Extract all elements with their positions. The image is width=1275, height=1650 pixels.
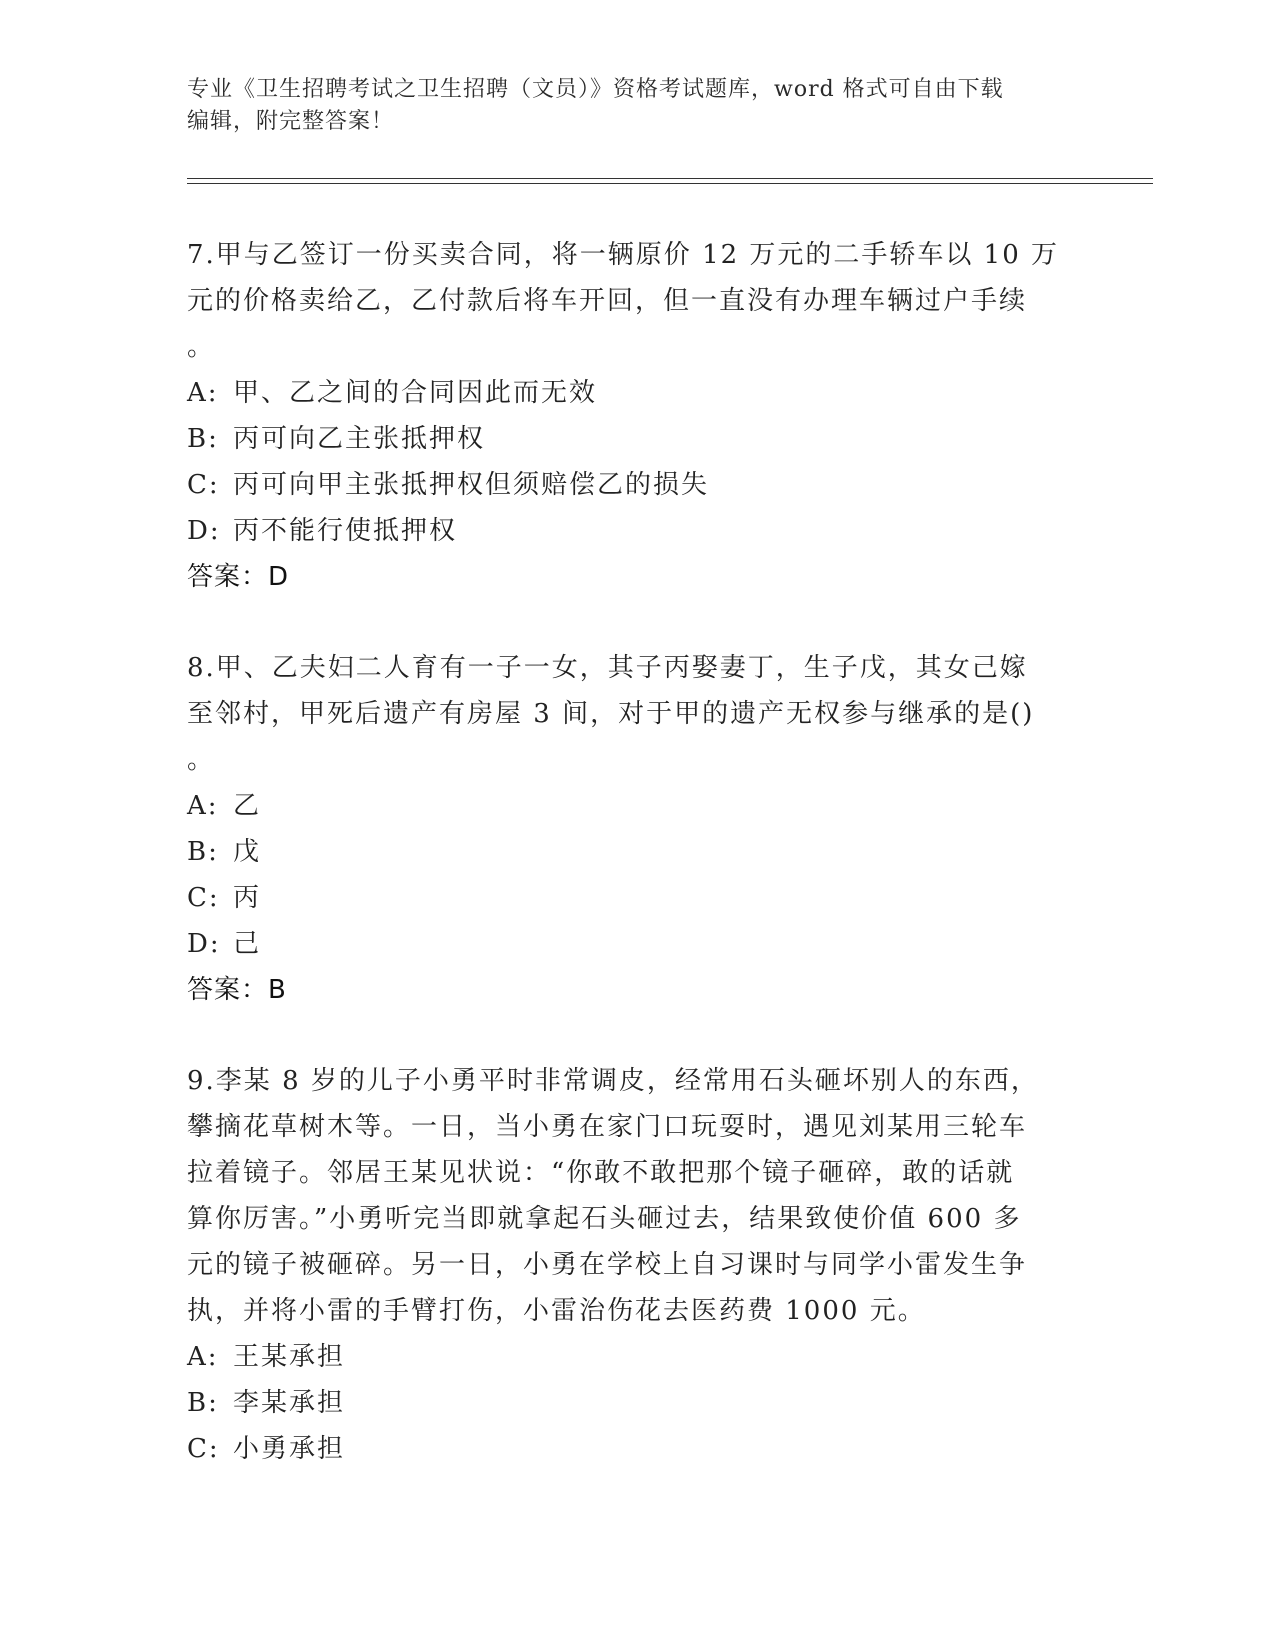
option-key: C: xyxy=(187,883,220,913)
option-d xyxy=(187,508,1067,554)
question-7 xyxy=(187,232,1067,600)
option-key: A: xyxy=(187,378,219,408)
option-text: 小勇承担 xyxy=(233,1434,346,1464)
option-c xyxy=(187,875,1067,921)
option-text: 丙 xyxy=(233,883,262,913)
option-key: B: xyxy=(187,1388,219,1418)
question-8 xyxy=(187,645,1067,1013)
header-divider-top xyxy=(187,178,1153,179)
answer-label: 答案：B xyxy=(187,975,287,1005)
question-stem xyxy=(187,1058,1067,1334)
question-stem-line: 元的镜子被砸碎。另一日，小勇在学校上自习课时与同学小雷发生争 xyxy=(187,1250,1028,1280)
option-a xyxy=(187,1334,1067,1380)
question-stem-line: 9.李某 8 岁的儿子小勇平时非常调皮，经常用石头砸坏别人的东西， xyxy=(187,1066,1039,1096)
option-text: 甲、乙之间的合同因此而无效 xyxy=(233,378,598,408)
option-text: 李某承担 xyxy=(233,1388,346,1418)
option-text: 乙 xyxy=(233,791,262,821)
option-key: D: xyxy=(187,516,221,546)
question-stem xyxy=(187,645,1067,783)
question-stem-line: 。 xyxy=(187,745,216,775)
question-stem-line: 元的价格卖给乙，乙付款后将车开回，但一直没有办理车辆过户手续 xyxy=(187,286,1028,316)
option-d xyxy=(187,921,1067,967)
header-divider-bottom xyxy=(187,183,1153,184)
question-stem-line: 攀摘花草树木等。一日，当小勇在家门口玩耍时，遇见刘某用三轮车 xyxy=(187,1112,1028,1142)
question-stem xyxy=(187,232,1067,370)
option-text: 丙可向甲主张抵押权但须赔偿乙的损失 xyxy=(233,470,710,500)
option-c xyxy=(187,462,1067,508)
option-b xyxy=(187,1380,1067,1426)
question-stem-line: 执，并将小雷的手臂打伤，小雷治伤花去医药费 1000 元。 xyxy=(187,1296,926,1326)
option-key: C: xyxy=(187,1434,220,1464)
option-key: A: xyxy=(187,1342,219,1372)
option-b xyxy=(187,829,1067,875)
option-key: D: xyxy=(187,929,221,959)
option-text: 丙不能行使抵押权 xyxy=(233,516,458,546)
document-header xyxy=(187,74,1067,138)
header-line-1: 专业《卫生招聘考试之卫生招聘（文员）》资格考试题库，word 格式可自由下载 xyxy=(187,77,1004,102)
question-stem-line: 算你厉害。”小勇听完当即就拿起石头砸过去，结果致使价值 600 多 xyxy=(187,1204,1022,1234)
option-c xyxy=(187,1426,1067,1472)
option-text: 丙可向乙主张抵押权 xyxy=(233,424,486,454)
option-text: 戊 xyxy=(233,837,262,867)
option-text: 王某承担 xyxy=(233,1342,346,1372)
option-key: B: xyxy=(187,837,219,867)
option-a xyxy=(187,370,1067,416)
option-a xyxy=(187,783,1067,829)
option-key: A: xyxy=(187,791,219,821)
question-stem-line: 8.甲、乙夫妇二人育有一子一女，其子丙娶妻丁，生子戊，其女己嫁 xyxy=(187,653,1028,683)
option-text: 己 xyxy=(233,929,262,959)
question-stem-line: 至邻村，甲死后遗产有房屋 3 间，对于甲的遗产无权参与继承的是() xyxy=(187,699,1035,729)
question-stem-line: 7.甲与乙签订一份买卖合同，将一辆原价 12 万元的二手轿车以 10 万 xyxy=(187,240,1060,270)
answer-label: 答案：D xyxy=(187,562,290,592)
question-9 xyxy=(187,1058,1067,1472)
question-stem-line: 拉着镜子。邻居王某见状说：“你敢不敢把那个镜子砸碎，敢的话就 xyxy=(187,1158,1015,1188)
header-line-2: 编辑，附完整答案！ xyxy=(187,109,395,134)
option-b xyxy=(187,416,1067,462)
question-stem-line: 。 xyxy=(187,332,216,362)
option-key: C: xyxy=(187,470,220,500)
option-key: B: xyxy=(187,424,219,454)
